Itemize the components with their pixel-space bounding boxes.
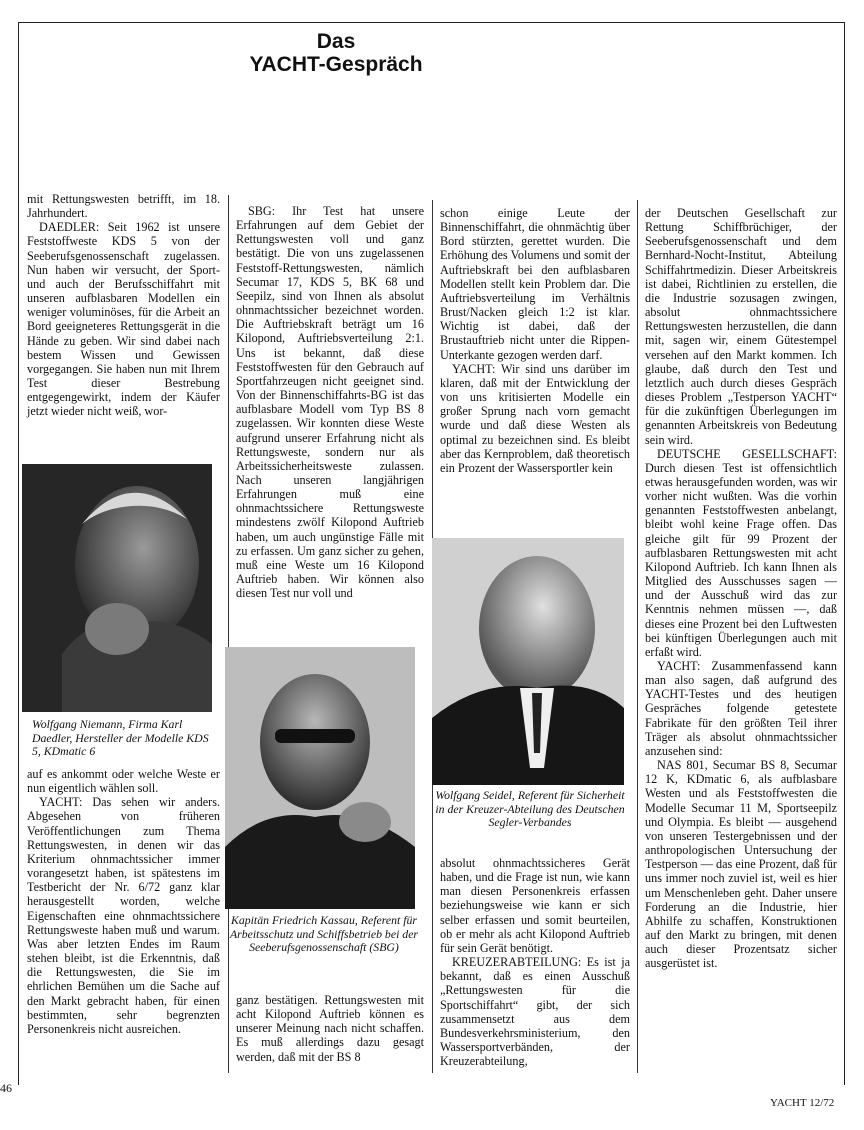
paragraph: YACHT: Das sehen wir anders. Abgesehen von früheren Veröffentlichungen zum Thema Rettungswesten, in denen wir das Kriterium ohnmachtssicher immer vorangesetzt haben, ist spätestens im Testbericht der Nr. 6/72 ganz klar herausgestellt worden, welche Eigenschaften eine ohnmachtssichere Rettungsweste haben muß und warum. Was aber letzten Endes im Raum stehen bleibt, ist die Erkenntnis, daß die Rettungswesten, die Sie im ehrlichen Bemühen um die Sache auf den Markt gebracht haben, für einen bestimmten, sehr begrenzten Personenkreis nicht ausreichen. [27, 795, 220, 1036]
photo-wolfgang-seidel [432, 538, 624, 785]
column-1-bottom [27, 767, 220, 1036]
issue-label: YACHT 12/72 [770, 1097, 835, 1109]
paragraph: NAS 801, Secumar BS 8, Secumar 12 K, KDmatic 6, als aufblasbare Westen und als Feststoffwesten die Modelle Secumar 11 M, Sportseepilz und Olympia. Es bleibt — ausgehend von unseren Testergebnissen und der anthropologischen Untersuchung der Testperson — das eine Prozent, daß für uns immer noch zuviel ist, weil es hier um Menschenleben geht. Daher unsere Forderung an die Industrie, hier Abhilfe zu schaffen, Konstruktionen auf den Markt zu bringen, mit denen auch dieser Prozentsatz sicher ausgerüstet ist. [645, 758, 837, 971]
paragraph: YACHT: Wir sind uns darüber im klaren, daß mit der Entwicklung der von uns kritisierten Modelle ein großer Sprung nach vorn gemacht wurde und daß diese Westen als optimal zu bezeichnen sind. Es bleibt aber das Kernproblem, daß theoretisch ein Prozent der Wassersportler kein [440, 361, 630, 475]
column-rule [637, 200, 638, 1073]
column-2-bottom [236, 993, 424, 1064]
page-title [236, 30, 436, 76]
paragraph: auf es ankommt oder welche Weste er nun eigentlich wählen soll. [27, 767, 220, 796]
paragraph: schon einige Leute der Binnenschiffahrt, die ohnmächtig über Bord stürzten, gerettet wurden. Die Erhöhung des Volumens und somit der Auftriebskraft bei den aufblasbaren Modellen stellt kein Problem dar. Die Auftriebsverteilung im Verhältnis Brust/Nacken gleich 1:2 ist klar. Wichtig ist dabei, daß der Brustauftrieb nicht unter die Rippen-Unterkante gezogen werden darf. [440, 206, 630, 362]
column-2-top [236, 204, 424, 600]
paragraph: absolut ohnmachtssicheres Gerät haben, und die Frage ist nun, wie kann man diesen Personenkreis erfassen beziehungsweise wie kann er sich selber erfassen und somit beurteilen, ob er mehr als acht Kilopond Auftrieb für sein Gerät benötigt. [440, 856, 630, 955]
column-3-bottom [440, 856, 630, 1068]
portrait-image [225, 647, 415, 909]
photo-caption: Kapitän Friedrich Kassau, Referent für Arbeitsschutz und Schiffsbetrieb bei der Seeberufsgenossenschaft (SBG) [229, 913, 419, 955]
paragraph: DAEDLER: Seit 1962 ist unsere Feststoffweste KDS 5 von der Seeberufsgenossenschaft zugelassen. Nun haben wir versucht, der Sport- und auch der Berufsschiffahrt mit unseren aufblasbaren Modellen ein weniger voluminöses, für die Arbeit an Bord geeigneteres Rettungsgerät in die Hände zu geben. Wir sind dabei nach bestem Wissen und Gewissen vorgegangen. Sie haben nun mit Ihrem Test dieser Bestrebung entgegengewirkt, indem der Käufer jetzt wieder nicht weiß, wor- [27, 220, 220, 419]
column-1-top [27, 192, 220, 419]
paragraph: DEUTSCHE GESELLSCHAFT: Durch diesen Test ist offensichtlich etwas herausgefunden worden, was wir vorher nicht wußten. Was die vorhin genannten Feststoffwesten anbelangt, bleibt wohl keine Frage offen. Das gleiche gilt für 99 Prozent der aufblasbaren Rettungswesten mit acht Kilopond Auftrieb. Ich kann Ihnen als Mitglied des Ausschusses sagen — und der Ausschuß wird das zur Kenntnis nehmen müssen —, daß dieses eine Prozent bei den Luftwesten bei künftigen Überlegungen auch mit erfaßt wird. [645, 446, 837, 659]
paragraph: YACHT: Zusammenfassend kann man also sagen, daß aufgrund des YACHT-Testes und des heutigen Gespräches folgende getestete Fabrikate für den größten Teil ihrer Träger als absolut ohnmachtssicher anzusehen sind: [645, 659, 837, 758]
portrait-image [432, 538, 624, 785]
paragraph: mit Rettungswesten betrifft, im 18. Jahrhundert. [27, 192, 220, 221]
page-number: 46 [0, 1081, 12, 1095]
paragraph: der Deutschen Gesellschaft zur Rettung Schiffbrüchiger, der Seeberufsgenossenschaft und dem Bernhard-Nocht-Institut, Abteilung Schiffahrtmedizin. Dieser Arbeitskreis ist dabei, Richtlinien zu erstellen, die die Industrie sozusagen zwingen, absolut ohnmachtssichere Rettungswesten herzustellen, die dann mit, sagen wir, einem Gütestempel versehen auf den Markt kommen. Ich glaube, daß durch den Test und letztlich auch durch dieses Gespräch dieses Problem „Testperson YACHT“ für die zukünftigen Überlegungen im genannten Arbeitskreis von Bedeutung sein wird. [645, 206, 837, 447]
photo-friedrich-kassau [225, 647, 415, 909]
title-line-2: YACHT-Gespräch [249, 53, 423, 76]
paragraph: KREUZERABTEILUNG: Es ist ja bekannt, daß es einen Ausschuß „Rettungswesten für die Sportschiffahrt“ gibt, der sich zusammensetzt aus dem Bundesverkehrsministerium, den Wassersportverbänden, der Kreuzerabteilung, [440, 955, 630, 1069]
photo-caption: Wolfgang Niemann, Firma Karl Daedler, Hersteller der Modelle KDS 5, KDmatic 6 [32, 717, 209, 759]
portrait-image [22, 464, 212, 712]
column-4 [645, 206, 837, 970]
photo-caption: Wolfgang Seidel, Referent für Sicherheit in der Kreuzer-Abteilung des Deutschen Segler-Verbandes [435, 788, 625, 830]
column-3-top [440, 206, 630, 475]
paragraph: ganz bestätigen. Rettungswesten mit acht Kilopond Auftrieb können es unserer Meinung nach nicht schaffen. Es muß allerdings dazu gesagt werden, daß mit der BS 8 [236, 993, 424, 1064]
title-line-1: Das [316, 30, 356, 53]
paragraph: SBG: Ihr Test hat unsere Erfahrungen auf dem Gebiet der Rettungswesten voll und ganz bestätigt. Die von uns zugelassenen Feststoff-Rettungswesten, nämlich Secumar 17, KDS 5, BK 68 und Seepilz, sind von Ihnen als absolut ohnmachtssicher bezeichnet worden. Die Auftriebskraft beträgt um 16 Kilopond, Auftriebsverteilung 2:1. Uns ist bekannt, daß diese Feststoffwesten für den Gebrauch auf Sportfahrzeugen nicht geeignet sind. Von der Binnenschiffahrts-BG ist das aufblasbare Modell vom Typ BS 8 zugelassen. Wir konnten diese Weste aufgrund unserer Erfahrung nicht als Rettungsweste, sondern nur als Arbeitssicherheitsweste zulassen. Nach unseren langjährigen Erfahrungen muß eine ohnmachtssichere Rettungsweste mindestens zwölf Kilopond Auftrieb haben, um auch ungünstige Fälle mit zu erfassen. Um ganz sicher zu gehen, muß eine Weste um 16 Kilopond Auftrieb haben. Wir können also diesen Test nur voll und [236, 204, 424, 601]
photo-wolfgang-niemann [22, 464, 212, 712]
